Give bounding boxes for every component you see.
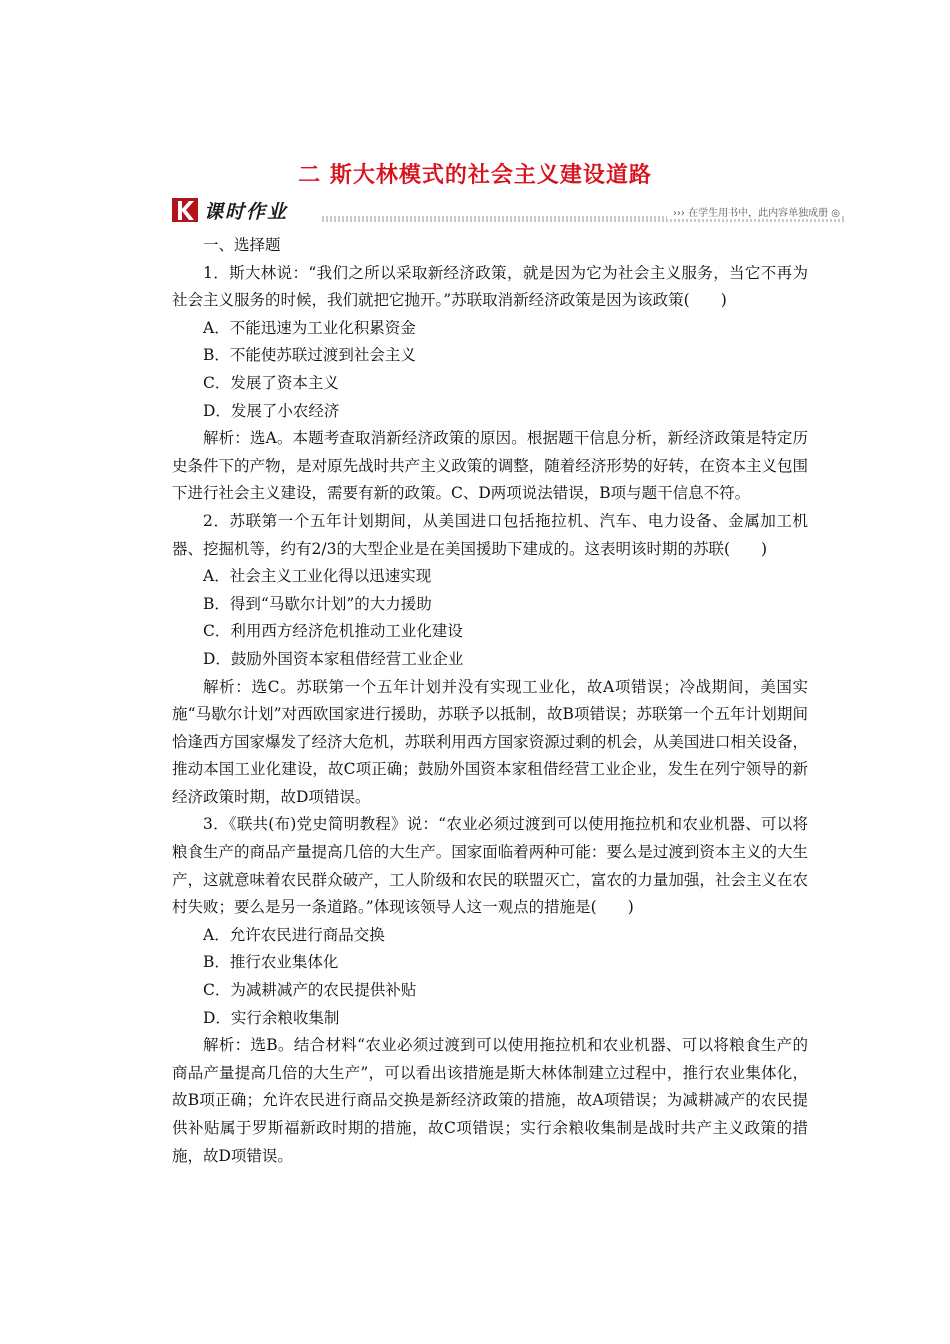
question-stem: 3．《联共(布)党史简明教程》说：“农业必须过渡到可以使用拖拉机和农业机器、可以将粮食生产的商品产量提高几倍的大生产。国家面临着两种可能：要么是过渡到资本主义的大生产，这就意味着农民群众破产，工人阶级和农民的联盟灭亡，富农的力量加强，社会主义在农村失败；要么是另一条道路。”体现该领导人这一观点的措施是( ) [172, 815, 808, 917]
option-b: B．得到“马歇尔计划”的大力援助 [203, 594, 432, 613]
question-analysis: 解析：选A。本题考查取消新经济政策的原因。根据题干信息分析，新经济政策是特定历史条件下的产物，是对原先战时共产主义政策的调整，随着经济形势的好转，在资本主义包围下进行社会主义建设，需要有新的政策。C、D两项说法错误，B项与题干信息不符。 [172, 429, 808, 503]
option-b: B．不能使苏联过渡到社会主义 [203, 346, 416, 365]
question-analysis: 解析：选B。结合材料“农业必须过渡到可以使用拖拉机和农业机器、可以将粮食生产的商品产量提高几倍的大生产”，可以看出该措施是斯大林体制建立过程中，推行农业集体化，故B项正确；允许农民进行商品交换是新经济政策的措施，故A项错误；为减耕减产的农民提供补贴属于罗斯福新政时期的措施，故C项错误；实行余粮收集制是战时共产主义政策的措施，故D项错误。 [172, 1036, 808, 1165]
k-logo-icon [172, 196, 200, 224]
option-c: C．为减耕减产的农民提供补贴 [203, 981, 417, 1000]
option-c: C．利用西方经济危机推动工业化建设 [203, 622, 463, 641]
option-a: A．社会主义工业化得以迅速实现 [203, 567, 432, 586]
option-c: C．发展了资本主义 [203, 373, 339, 392]
question-stem: 2．苏联第一个五年计划期间，从美国进口包括拖拉机、汽车、电力设备、金属加工机器、挖掘机等，约有2/3的大型企业是在美国援助下建成的。这表明该时期的苏联( ) [172, 511, 808, 558]
banner-label: 课时作业 [204, 201, 289, 223]
option-d: D．发展了小农经济 [203, 401, 340, 420]
homework-banner [172, 196, 844, 228]
question-stem: 1．斯大林说：“我们之所以采取新经济政策，就是因为它为社会主义服务，当它不再为社会主义服务的时候，我们就把它抛开。”苏联取消新经济政策是因为该政策( ) [172, 263, 808, 310]
option-a: A．不能迅速为工业化积累资金 [203, 318, 416, 337]
option-d: D．实行余粮收集制 [203, 1008, 340, 1027]
question-content [172, 232, 808, 1170]
page-title: 二 斯大林模式的社会主义建设道路 [298, 163, 652, 188]
section-heading: 一、选择题 [203, 236, 281, 254]
option-a: A．允许农民进行商品交换 [203, 925, 385, 944]
option-b: B．推行农业集体化 [203, 953, 339, 972]
option-d: D．鼓励外国资本家租借经营工业企业 [203, 649, 464, 668]
question-analysis: 解析：选C。苏联第一个五年计划并没有实现工业化，故A项错误；冷战期间，美国实施“马歇尔计划”对西欧国家进行援助，苏联予以抵制，故B项错误；苏联第一个五年计划期间恰逢西方国家爆发了经济大危机，苏联利用西方国家资源过剩的机会，从美国进口相关设备，推动本国工业化建设，故C项正确；鼓励外国资本家租借经营工业企业，发生在列宁领导的新经济政策时期，故D项错误。 [172, 677, 808, 806]
banner-note: ››› 在学生用书中，此内容单独成册 ◎ [667, 204, 840, 219]
